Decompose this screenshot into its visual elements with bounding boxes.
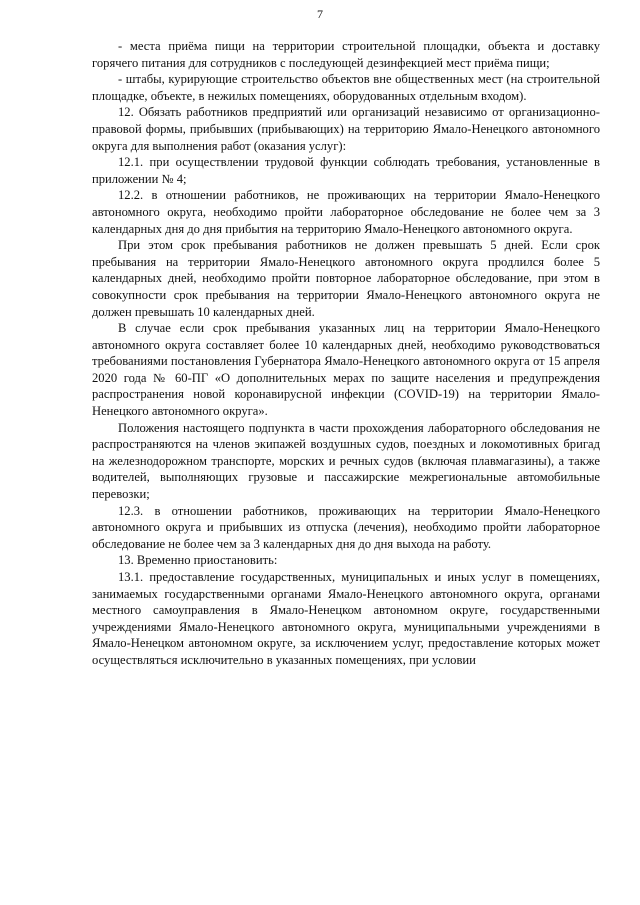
paragraph-stay-duration: При этом срок пребывания работников не должен превышать 5 дней. Если срок пребывания на территории Ямало-Ненецкого автономного округа продлился более 5 календарных дней, необходимо пройти повторное лабораторное обследование, при этом в совокупности срок пребывания на территории Ямало-Ненецкого автономного округа не должен превышать 10 календарных дней. xyxy=(92,238,600,319)
paragraph-item-12-3: 12.3. в отношении работников, проживающих на территории Ямало-Ненецкого автономного округа и прибывших из отпуска (лечения), необходимо пройти лабораторное обследование не более чем за 3 календарных дня до дня выхода на работу. xyxy=(92,503,600,551)
paragraph-item-12-2: 12.2. в отношении работников, не проживающих на территории Ямало-Ненецкого автономного округа, необходимо пройти лабораторное обследование не более чем за 3 календарных дня до дня прибытия на территорию Ямало-Ненецкого автономного округа. xyxy=(92,188,600,236)
page-number: 7 xyxy=(317,7,323,21)
paragraph-item-12: 12. Обязать работников предприятий или организаций независимо от организационно-правовой формы, прибывших (прибывающих) на территорию Ямало-Ненецкого автономного округа для выполнения работ (оказания услуг): xyxy=(92,105,600,153)
paragraph-item-13: 13. Временно приостановить: xyxy=(118,553,278,568)
paragraph-stay-over-10-days: В случае если срок пребывания указанных лиц на территории Ямало-Ненецкого автономного округа составляет более 10 календарных дней, необходимо руководствоваться требованиями постановления Губернатора Ямало-Ненецкого автономного округа от 15 апреля 2020 года № 60-ПГ «О дополнительных мерах по защите населения и предупреждения распространения новой коронавирусной инфекции (COVID-19) на территории Ямало-Ненецкого автономного округа». xyxy=(92,321,600,419)
paragraph-construction-hq: - штабы, курирующие строительство объектов вне общественных мест (на строительной площадке, объекте, в нежилых помещениях, оборудованных отдельным входом). xyxy=(92,72,600,103)
document-body xyxy=(92,38,600,669)
paragraph-meal-places: - места приёма пищи на территории строительной площадки, объекта и доставку горячего питания для сотрудников с последующей дезинфекцией мест приёма пищи; xyxy=(92,39,600,70)
paragraph-exemptions: Положения настоящего подпункта в части прохождения лабораторного обследования не распространяются на членов экипажей воздушных судов, поездных и локомотивных бригад на железнодорожном транспорте, морских и речных судов (включая плавмагазины), а также водителей, выполняющих грузовые и пассажирские межрегиональные автомобильные перевозки; xyxy=(92,420,600,502)
paragraph-item-12-1: 12.1. при осуществлении трудовой функции соблюдать требования, установленные в приложении № 4; xyxy=(92,155,600,186)
paragraph-item-13-1: 13.1. предоставление государственных, муниципальных и иных услуг в помещениях, занимаемых государственными органами Ямало-Ненецкого автономного округа, органами местного самоуправления в Ямало-Ненецком автономном округе, государственными учреждениями Ямало-Ненецкого автономного округа, муниципальными учреждениями в Ямало-Ненецком автономном округе, за исключением услуг, предоставление которых может осуществляться исключительно в указанных помещениях, при условии xyxy=(92,570,600,667)
